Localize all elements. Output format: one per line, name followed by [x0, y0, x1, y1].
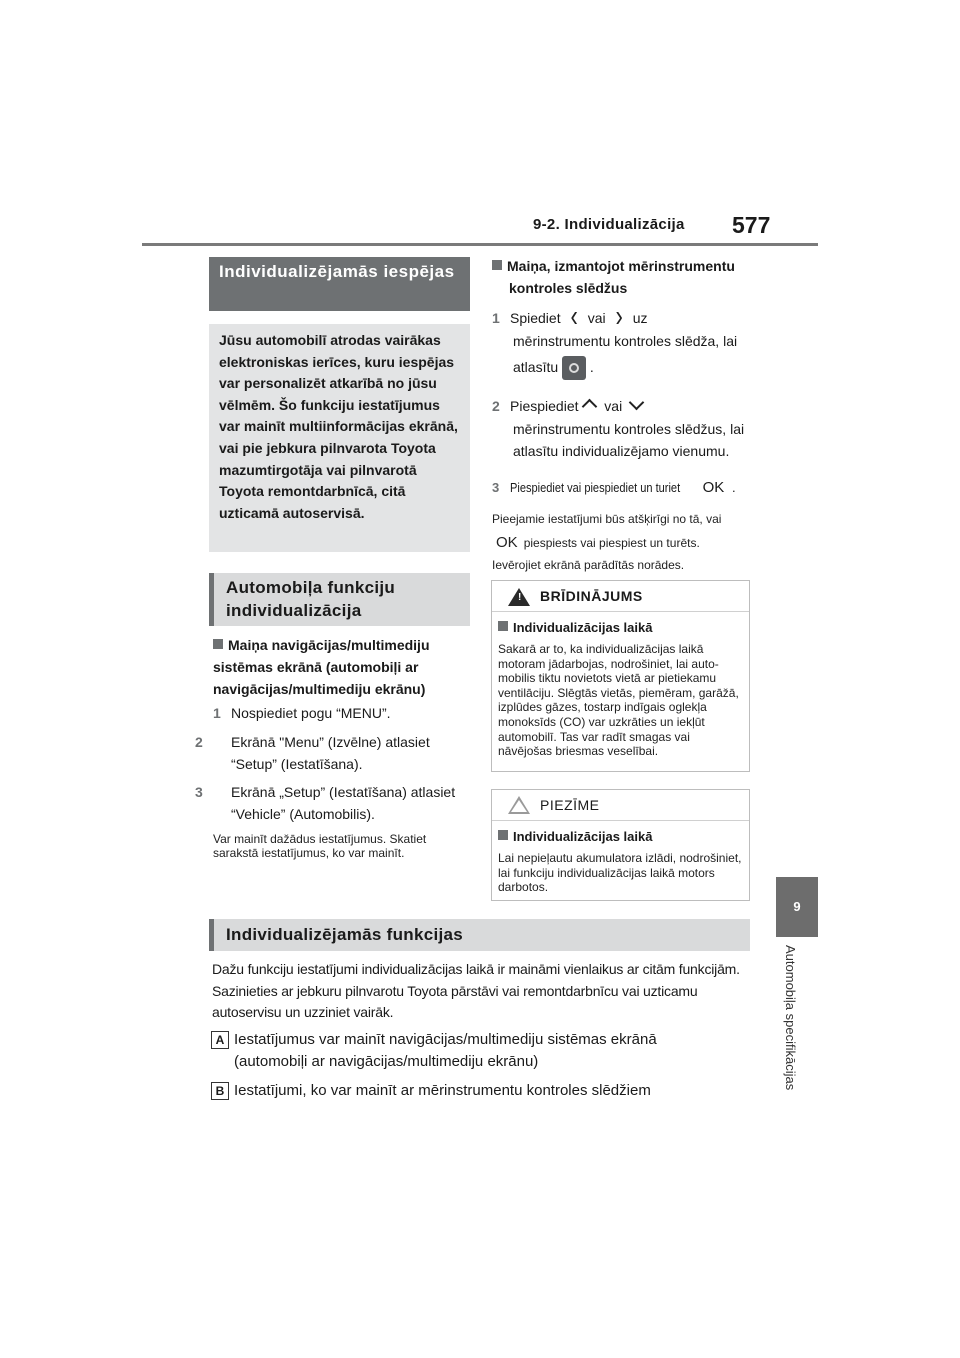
subheading-meter-switches: Maiņa, izmantojot mērinstrumentu kontroles slēdžus — [492, 255, 750, 299]
item-b-text: Iestatījumi, ko var mainīt ar mērinstrumentu kontroles slēdžiem — [234, 1082, 651, 1099]
right-step-3: 3 Piespiediet vai piespiediet un turiet OK . — [492, 479, 736, 496]
item-a-text: Iestatījumus var mainīt navigācijas/multimediju sistēmas ekrānā (automobiļi ar navigācijas/multimediju ekrānu) — [234, 1031, 657, 1070]
chapter-title: Automobiļa specifikācijas — [783, 945, 798, 1091]
right-step-2: 2 Piespiediet vai — [492, 395, 752, 417]
right-step-1: 1 Spiediet ‹ vai › uz — [492, 297, 648, 333]
right-step-1-cont: mērinstrumentu kontroles slēdža, lai — [513, 333, 738, 349]
square-bullet-icon — [498, 621, 508, 631]
label-a: A — [211, 1031, 229, 1049]
chevron-up-icon — [582, 399, 598, 415]
heading-customizable-features: Individualizējamās funkcijas — [209, 919, 750, 951]
label-b: B — [211, 1082, 229, 1100]
chapter-tab: 9 — [776, 877, 818, 937]
header-rule — [142, 243, 818, 246]
warning-text: Sakarā ar to, ka individualizācijas laikā motoram jādarbojas, nodrošiniet, lai auto-mobilis tiktu novietots vietā ar pietiekamu ventilāciju. Slēgtās vietās, piemēram, garāžā, izplūdes gāzes, tostarp indīgais oglekļa monoksīds (CO) var uzkrāties un iekļūt automobilī. Tas var radīt smagas vai nāvējošas briesmas veselībai. — [498, 642, 739, 759]
settings-gear-icon — [562, 356, 586, 380]
page-number: 577 — [732, 212, 771, 238]
left-note: Var mainīt dažādus iestatījumus. Skatiet sarakstā iestatījumus, ko var mainīt. — [213, 832, 427, 860]
notice-header: PIEZĪME — [492, 790, 749, 821]
chevron-right-icon: › — [615, 297, 623, 333]
warning-subtitle: Individualizācijas laikā — [492, 612, 749, 638]
subheading-navigation: Maiņa navigācijas/multimediju sistēmas ekrānā (automobiļi ar navigācijas/multimediju ekrānu) — [213, 637, 430, 697]
right-note-2: Ievērojiet ekrānā parādītās norādes. — [492, 558, 685, 572]
step-1: 1 Nospiediet pogu “MENU”. — [213, 705, 391, 721]
intro-text: Jūsu automobilī atrodas vairākas elektroniskas ierīces, kuru iespējas var personalizēt atkarībā no jūsu vēlmēm. Šo funkciju iestatījumus var mainīt multiinformācijas ekrānā, vai pie jebkura pilnvarota Toyota mazumtirgotāja vai pilnvarotā Toyota remontdarbnīcā, citā uzticamā autoservisā. — [209, 324, 470, 552]
notice-box — [491, 789, 750, 901]
right-note-1b: OK piespiests vai piespiest un turēts. — [496, 534, 700, 551]
chevron-down-icon — [629, 395, 645, 411]
right-note-1: Pieejamie iestatījumi būs atšķirīgi no tā, vai — [492, 512, 722, 526]
square-bullet-icon — [498, 830, 508, 840]
ok-button-icon: OK — [702, 479, 725, 496]
ok-button-icon: OK — [496, 534, 518, 551]
right-step-2-cont: mērinstrumentu kontroles slēdžus, lai atlasītu individualizējamo vienumu. — [513, 421, 745, 459]
heading-vehicle-customization: Automobiļa funkciju individualizācija — [209, 573, 470, 626]
step-2: 2 Ekrānā "Menu” (Izvēlne) atlasiet “Setup” (Iestatīšana). — [195, 734, 430, 772]
bottom-paragraph: Dažu funkciju iestatījumi individualizācijas laikā ir maināmi vienlaikus ar citām funkcijām. Sazinieties ar jebkuru pilnvarotu Toyota pārstāvi vai remontdarbnīcu vai uzticamu autoservisu un uzziniet vairāk. — [212, 961, 740, 1020]
right-step-1-cont2: atlasītu . — [513, 356, 753, 380]
square-bullet-icon — [492, 260, 502, 270]
section-title: 9-2. Individualizācija — [533, 216, 685, 233]
square-bullet-icon — [213, 639, 223, 649]
warning-header: ! BRĪDINĀJUMS — [492, 581, 749, 612]
heading-options: Individualizējamās iespējas — [209, 257, 470, 311]
notice-subtitle: Individualizācijas laikā — [492, 821, 749, 847]
notice-text: Lai nepieļautu akumulatora izlādi, nodrošiniet, lai funkciju individualizācijas laikā motors darbotos. — [498, 851, 742, 895]
warning-box — [491, 580, 750, 772]
chevron-left-icon: ‹ — [570, 297, 578, 333]
step-3: 3 Ekrānā „Setup” (Iestatīšana) atlasiet “Vehicle” (Automobilis). — [195, 784, 456, 822]
